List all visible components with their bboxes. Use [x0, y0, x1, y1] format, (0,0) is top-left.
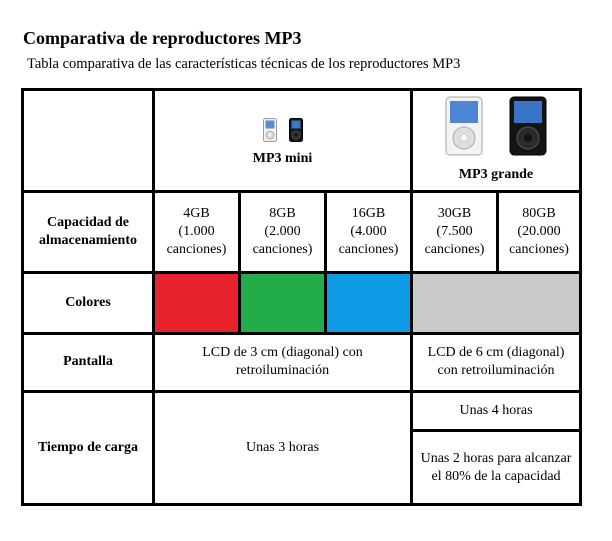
capacity-size: 4GB: [183, 206, 210, 222]
capacity-cell: [154, 191, 240, 273]
color-swatch-green: [240, 273, 326, 333]
capacity-songs: (7.500: [436, 224, 473, 240]
empty-corner-cell: [23, 90, 154, 192]
table-row-header: [23, 90, 581, 192]
capacity-cell: [240, 191, 326, 273]
capacity-cell: [412, 191, 498, 273]
grande-player-images: [416, 96, 576, 156]
charge-cell-mini: Unas 3 horas: [154, 392, 412, 505]
product-header-mini: [154, 90, 412, 192]
table-row-colores: [23, 273, 581, 333]
capacity-songs: (2.000: [264, 224, 301, 240]
capacity-songs: (20.000: [517, 224, 561, 240]
black-player-icon: [289, 118, 303, 142]
capacity-unit: canciones): [424, 242, 485, 258]
product-name-grande: MP3 grande: [458, 167, 534, 183]
page-title: Comparativa de reproductores MP3: [23, 28, 302, 48]
row-label-carga: Tiempo de carga: [23, 392, 154, 505]
charge-cell-grande-1: Unas 4 horas: [412, 392, 581, 431]
capacity-cell: [498, 191, 581, 273]
screen-cell-grande: LCD de 6 cm (diagonal) con retroiluminación: [412, 333, 581, 391]
color-swatch-red: [154, 273, 240, 333]
capacity-songs: (4.000: [350, 224, 387, 240]
color-swatch-gray: [412, 273, 581, 333]
capacity-cell: [326, 191, 412, 273]
row-label-pantalla: Pantalla: [23, 333, 154, 391]
color-swatch-blue: [326, 273, 412, 333]
product-header-grande: [412, 90, 581, 192]
capacity-size: 8GB: [269, 206, 296, 222]
row-label-capacidad: Capacidad de almacenamiento: [23, 191, 154, 273]
white-player-icon: [445, 96, 483, 156]
table-row-carga: [23, 392, 581, 431]
capacity-size: 80GB: [522, 206, 556, 222]
table-row-capacidad: [23, 191, 581, 273]
capacity-unit: canciones): [338, 242, 399, 258]
mini-player-images: [158, 118, 407, 142]
screen-cell-mini: LCD de 3 cm (diagonal) con retroiluminación: [154, 333, 412, 391]
white-player-icon: [263, 118, 277, 142]
charge-cell-grande-2: Unas 2 horas para alcanzar el 80% de la capacidad: [412, 431, 581, 505]
capacity-size: 16GB: [351, 206, 386, 222]
black-player-icon: [509, 96, 547, 156]
capacity-songs: (1.000: [178, 224, 215, 240]
page-subtitle: Tabla comparativa de las características técnicas de los reproductores MP3: [27, 56, 461, 72]
product-name-mini: MP3 mini: [252, 151, 313, 167]
capacity-unit: canciones): [252, 242, 313, 258]
row-label-colores: Colores: [23, 273, 154, 333]
table-row-pantalla: [23, 333, 581, 391]
capacity-unit: canciones): [509, 242, 569, 258]
capacity-size: 30GB: [437, 206, 472, 222]
comparison-table: [21, 88, 582, 506]
capacity-unit: canciones): [166, 242, 227, 258]
